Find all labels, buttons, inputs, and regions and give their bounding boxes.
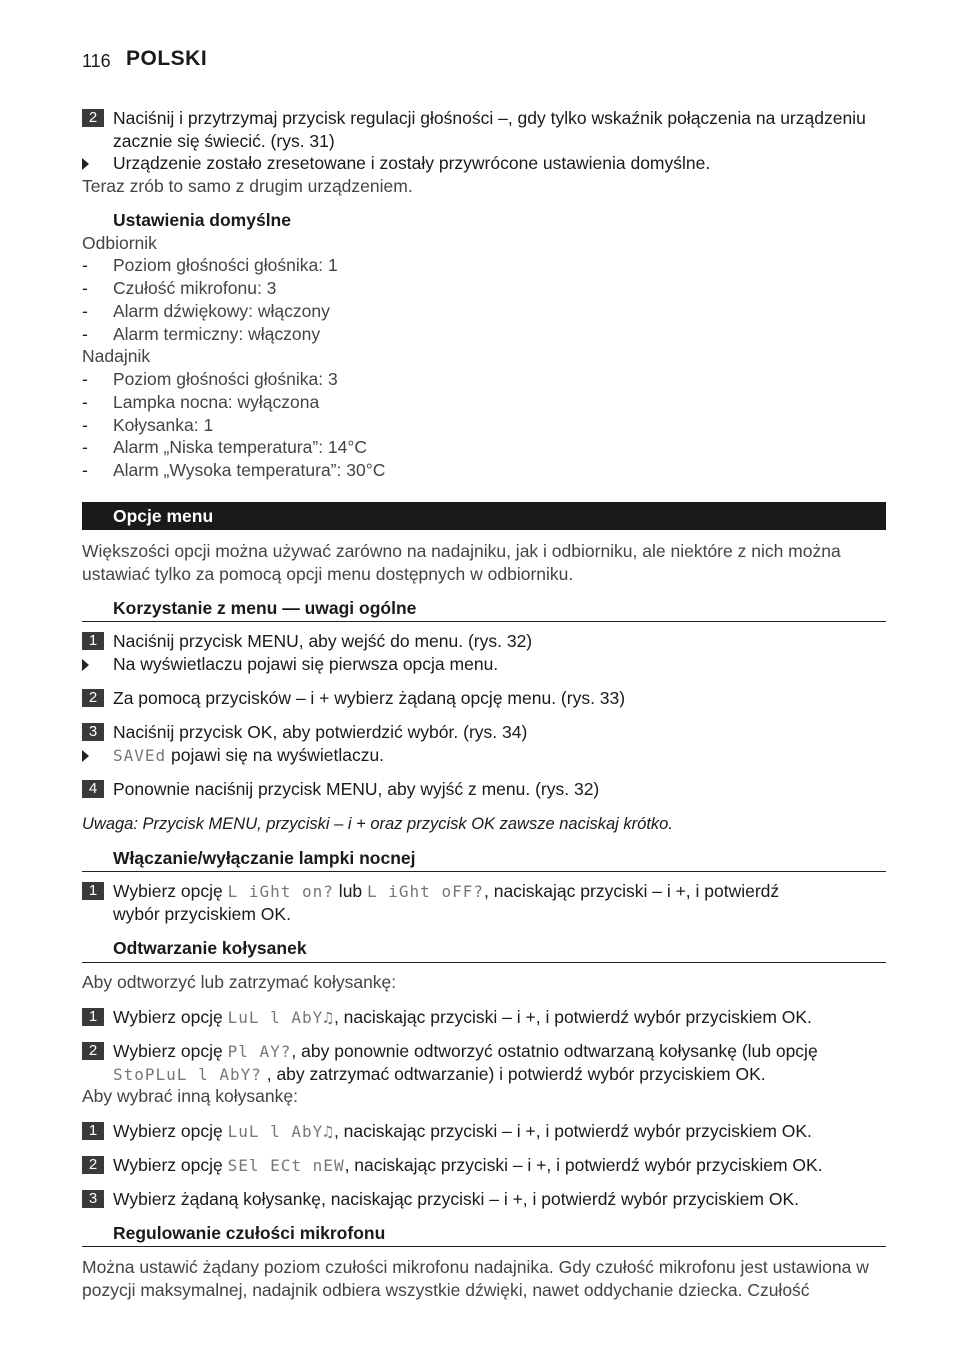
page-number: 116 (82, 51, 111, 71)
note: Uwaga: Przycisk MENU, przyciski – i + oraz przycisk OK zawsze naciskaj krótko. (82, 815, 673, 833)
step-number: 2 (82, 1156, 104, 1174)
step-number: 2 (82, 109, 104, 127)
lcd-text: LuL l AbY♫ (227, 1008, 334, 1027)
divider (82, 871, 886, 872)
text-part: Wybierz opcję (113, 1007, 228, 1027)
step-text: Naciśnij i przytrzymaj przycisk regulacji głośności –, gdy tylko wskaźnik połączenia na urządzeniu zacznie się świecić. (rys. 31) (113, 108, 866, 151)
step-text (113, 880, 884, 904)
step-text: Wybierz żądaną kołysankę, naciskając przyciski – i +, i potwierdź wybór przyciskiem OK. (113, 1189, 799, 1209)
divider (82, 621, 886, 622)
text-part: Wybierz opcję (113, 881, 228, 901)
heading-nightlight: Włączanie/wyłączanie lampki nocnej (113, 848, 416, 868)
step-text (113, 1006, 884, 1030)
list-item-text: Lampka nocna: wyłączona (113, 392, 320, 412)
step-number: 3 (82, 723, 104, 741)
text-part: Wybierz opcję (113, 1155, 228, 1175)
step-number: 1 (82, 882, 104, 900)
step-number: 1 (82, 1122, 104, 1140)
result-text: Na wyświetlaczu pojawi się pierwsza opcja menu. (113, 654, 499, 674)
step-text (113, 1120, 884, 1144)
divider (82, 962, 886, 963)
step-text: Naciśnij przycisk MENU, aby wejść do menu. (rys. 32) (113, 631, 533, 651)
text-part: Wybierz opcję (113, 1041, 228, 1061)
heading-defaults: Ustawienia domyślne (113, 210, 291, 230)
text-part: lub (333, 881, 368, 901)
step-text: Naciśnij przycisk OK, aby potwierdzić wybór. (rys. 34) (113, 722, 528, 742)
result-arrow-icon (82, 659, 89, 671)
receiver-label: Odbiornik (82, 233, 157, 253)
text-part: , naciskając przyciski – i +, i potwierdź wybór przyciskiem OK. (344, 1155, 823, 1175)
text-part: , aby ponownie odtworzyć ostatnio odtwarzaną kołysankę (lub opcję (291, 1041, 818, 1061)
step-text: Ponownie naciśnij przycisk MENU, aby wyjść z menu. (rys. 32) (113, 779, 600, 799)
text-part: , naciskając przyciski – i +, i potwierdź wybór przyciskiem OK. (333, 1121, 812, 1141)
lcd-text: LuL l AbY♫ (227, 1122, 334, 1141)
heading-mic-sensitivity: Regulowanie czułości mikrofonu (113, 1223, 386, 1243)
section-title: Opcje menu (113, 506, 214, 526)
paragraph: Teraz zrób to samo z drugim urządzeniem. (82, 176, 413, 196)
list-item-text: Alarm termiczny: włączony (113, 324, 321, 344)
paragraph-intro: Większości opcji można używać zarówno na nadajniku, jak i odbiorniku, ale niektóre z nich można ustawiać tylko za pomocą opcji menu dostępnych w odbiorniku. (82, 541, 841, 584)
text-part: , aby zatrzymać odtwarzanie) i potwierdź wybór przyciskiem OK. (261, 1064, 766, 1084)
text-part: , naciskając przyciski – i +, i potwierdź wybór przyciskiem OK. (333, 1007, 812, 1027)
result-arrow-icon (82, 750, 89, 762)
lcd-text: Pl AY? (227, 1042, 292, 1061)
list-item-text: Poziom głośności głośnika: 3 (113, 369, 338, 389)
list-item-text: Alarm „Wysoka temperatura”: 30°C (113, 460, 386, 480)
step-text (113, 1063, 884, 1087)
lcd-text: StoPLuL l AbY? (113, 1065, 262, 1084)
result-arrow-icon (82, 158, 89, 170)
paragraph: Aby odtworzyć lub zatrzymać kołysankę: (82, 972, 397, 992)
list-item-text: Poziom głośności głośnika: 1 (113, 255, 338, 275)
heading-lullaby: Odtwarzanie kołysanek (113, 938, 307, 958)
step-text: wybór przyciskiem OK. (113, 904, 291, 924)
text-part: , naciskając przyciski – i +, i potwierdź (483, 881, 780, 901)
step-number: 1 (82, 1008, 104, 1026)
paragraph: Można ustawić żądany poziom czułości mikrofonu nadajnika. Gdy czułość mikrofonu jest ustawiona w pozycji maksymalnej, nadajnik odbiera wszystkie dźwięki, nawet oddychanie dziecka. Czułość (82, 1257, 869, 1300)
list-item-text: Czułość mikrofonu: 3 (113, 278, 277, 298)
paragraph: Aby wybrać inną kołysankę: (82, 1086, 298, 1106)
step-number: 4 (82, 780, 104, 798)
list-item-text: Kołysanka: 1 (113, 415, 214, 435)
step-text (113, 1154, 884, 1178)
list-item-text: Alarm dźwiękowy: włączony (113, 301, 330, 321)
lcd-text: L iGht on? (227, 882, 334, 901)
result-text (113, 744, 884, 768)
transmitter-label: Nadajnik (82, 346, 151, 366)
step-number: 2 (82, 689, 104, 707)
step-number: 2 (82, 1042, 104, 1060)
step-number: 3 (82, 1190, 104, 1208)
heading-using-menu: Korzystanie z menu — uwagi ogólne (113, 598, 417, 618)
step-text (113, 1040, 884, 1064)
lcd-text: SAVEd (113, 746, 167, 765)
text-part: Wybierz opcję (113, 1121, 228, 1141)
result-text-tail: pojawi się na wyświetlaczu. (166, 745, 385, 765)
section-bar-menu-options (82, 502, 886, 530)
step-text: Za pomocą przycisków – i + wybierz żądaną opcję menu. (rys. 33) (113, 688, 626, 708)
result-text: Urządzenie zostało zresetowane i zostały przywrócone ustawienia domyślne. (113, 153, 711, 173)
step-number: 1 (82, 632, 104, 650)
list-item-text: Alarm „Niska temperatura”: 14°C (113, 437, 368, 457)
page-language: POLSKI (126, 47, 208, 70)
lcd-text: L iGht oFF? (367, 882, 484, 901)
lcd-text: SEl ECt nEW (227, 1156, 345, 1175)
divider (82, 1246, 886, 1247)
